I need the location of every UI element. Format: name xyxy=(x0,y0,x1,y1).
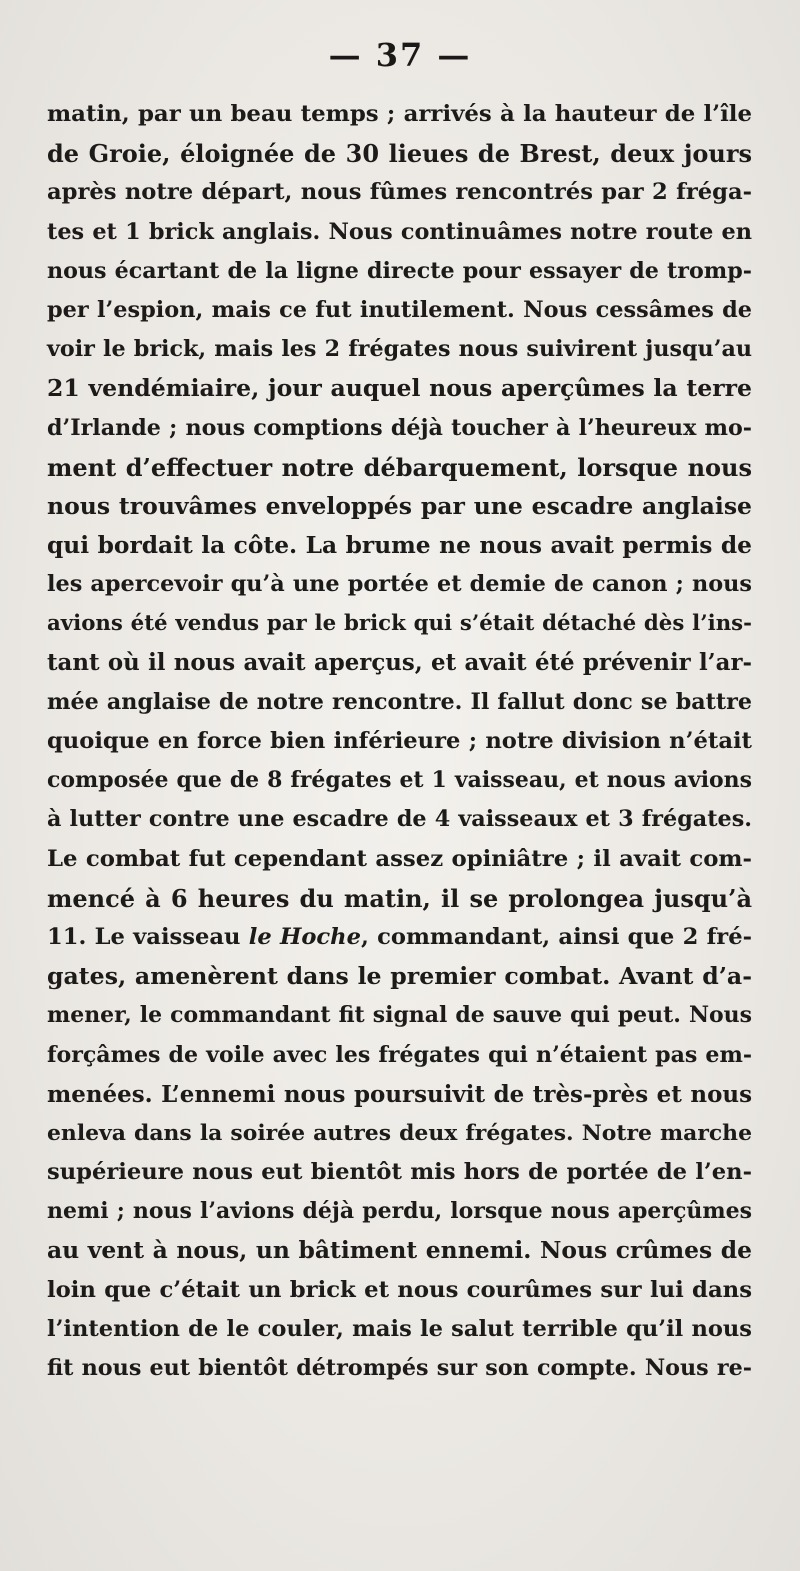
text-line: tant où il nous avait aperçus, et avait été prévenir l’ar- xyxy=(47,649,752,676)
text-line: composée que de 8 frégates et 1 vaisseau, et nous avions xyxy=(47,767,752,794)
text-line: au vent à nous, un bâtiment ennemi. Nous crûmes de xyxy=(47,1236,752,1265)
text-line: 21 vendémiaire, jour auquel nous aperçûmes la terre xyxy=(47,374,752,403)
text-line: per l’espion, mais ce fut inutilement. Nous cessâmes de xyxy=(47,296,752,323)
text-segment: , commandant, ainsi que 2 fré- xyxy=(361,923,752,950)
text-line: voir le brick, mais les 2 frégates nous suivirent jusqu’au xyxy=(47,336,752,363)
text-line: loin que c’était un brick et nous courûmes sur lui dans xyxy=(47,1276,752,1303)
text-line: d’Irlande ; nous comptions déjà toucher à l’heureux mo- xyxy=(47,414,752,441)
text-line: enleva dans la soirée autres deux frégates. Notre marche xyxy=(47,1119,752,1146)
text-line: quoique en force bien inférieure ; notre division n’était xyxy=(47,728,752,754)
text-line: de Groie, éloignée de 30 lieues de Brest, deux jours xyxy=(47,139,752,169)
text-line-with-italic xyxy=(47,918,752,957)
text-line: les apercevoir qu’à une portée et demie de canon ; nous xyxy=(47,571,752,598)
text-line: menées. L’ennemi nous poursuivit de très-près et nous xyxy=(47,1080,752,1108)
text-line: nous écartant de la ligne directe pour essayer de tromp- xyxy=(47,257,752,284)
text-line: à lutter contre une escadre de 4 vaisseaux et 3 frégates. xyxy=(47,806,752,833)
ship-name-italic: le Hoche xyxy=(248,923,362,950)
text-line: matin, par un beau temps ; arrivés à la hauteur de l’île xyxy=(47,101,752,127)
text-line: supérieure nous eut bientôt mis hors de portée de l’en- xyxy=(47,1159,752,1186)
text-line: gates, amenèrent dans le premier combat. Avant d’a- xyxy=(47,962,752,991)
text-line: mencé à 6 heures du matin, il se prolongea jusqu’à xyxy=(47,883,752,913)
text-segment: 11. Le vaisseau xyxy=(47,923,249,950)
page-number: — 37 — xyxy=(328,36,472,74)
text-line: fit nous eut bientôt détrompés sur son compte. Nous re- xyxy=(47,1355,752,1381)
text-line: l’intention de le couler, mais le salut terrible qu’il nous xyxy=(47,1315,752,1342)
text-line: nemi ; nous l’avions déjà perdu, lorsque nous aperçûmes xyxy=(47,1198,752,1225)
text-line: mener, le commandant fit signal de sauve qui peut. Nous xyxy=(47,1002,752,1029)
text-line: mée anglaise de notre rencontre. Il fallut donc se battre xyxy=(47,688,752,715)
text-line: nous trouvâmes enveloppés par une escadre anglaise xyxy=(47,491,752,520)
text-line: ment d’effectuer notre débarquement, lorsque nous xyxy=(47,452,752,482)
text-line: tes et 1 brick anglais. Nous continuâmes notre route en xyxy=(47,218,752,245)
text-line: après notre départ, nous fûmes rencontrés par 2 frégа- xyxy=(47,179,752,206)
text-line: forçâmes de voile avec les frégates qui n’étaient pas em- xyxy=(47,1041,752,1068)
body-text xyxy=(47,95,752,1388)
text-line: avions été vendus par le brick qui s’était détaché dès l’ins- xyxy=(47,611,752,637)
text-line: Le combat fut cependant assez opiniâtre ; il avait com- xyxy=(47,845,752,872)
text-line: qui bordait la côte. La brume ne nous avait permis de xyxy=(47,532,752,560)
